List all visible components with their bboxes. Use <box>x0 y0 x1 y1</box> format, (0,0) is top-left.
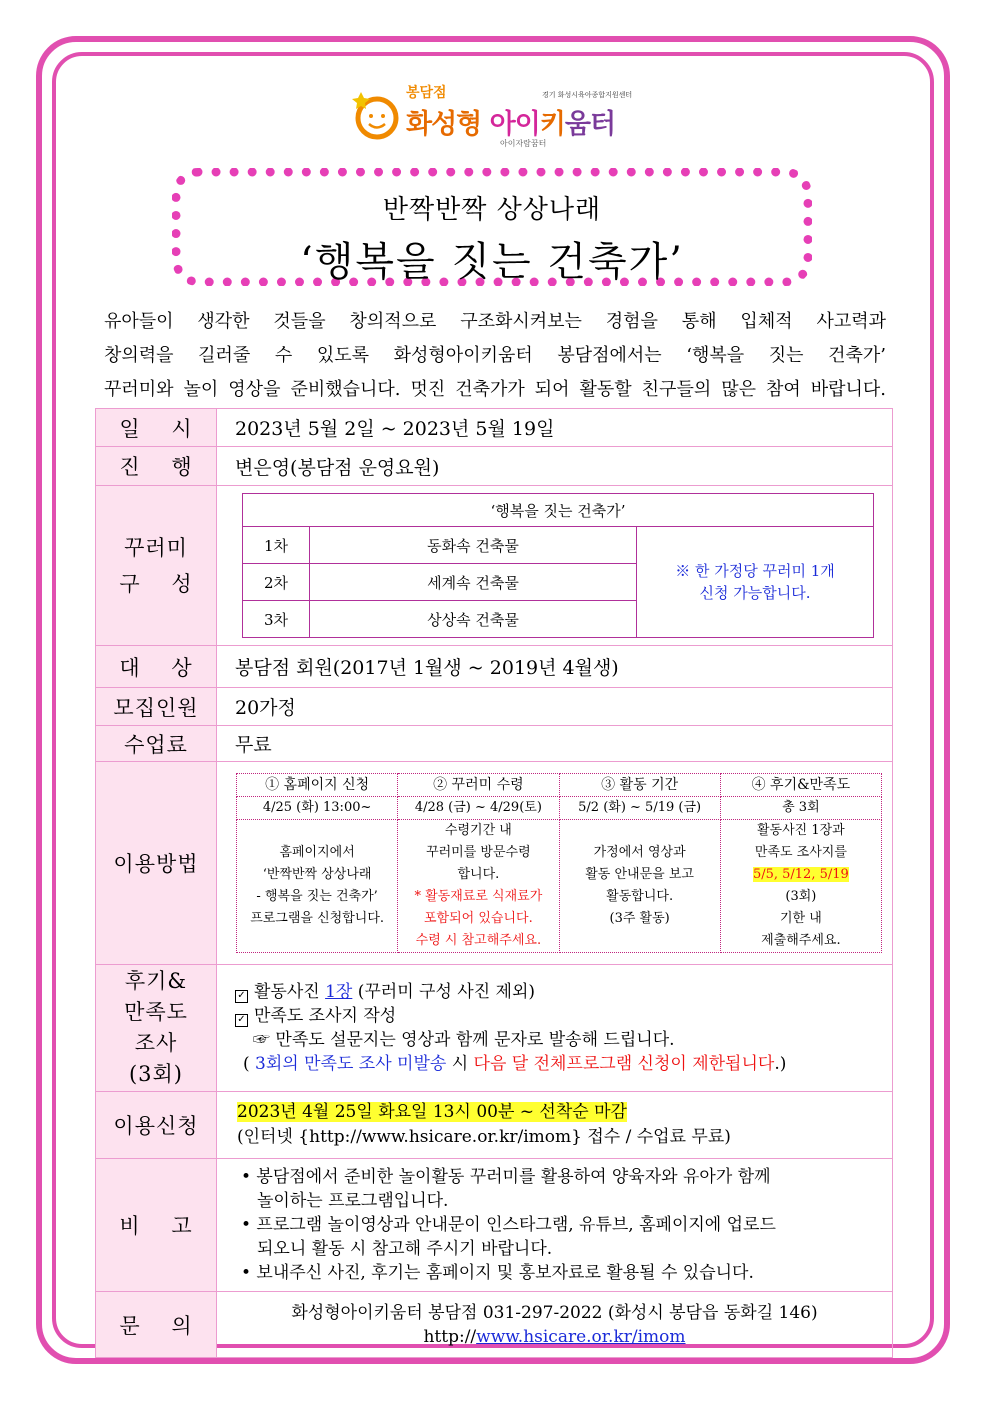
kit-cell <box>217 486 893 646</box>
contact-line2 <box>218 1325 891 1349</box>
step-desc-line: 만족도 조사지를 <box>754 845 847 860</box>
review-text: 활동사진 <box>254 982 326 1002</box>
host-value: 변은영(봉담점 운영요원) <box>217 447 893 486</box>
logo-name <box>406 102 615 141</box>
target-label: 대 상 <box>96 646 217 688</box>
kit-row <box>96 486 893 646</box>
step-date: 총 3회 <box>720 797 881 820</box>
checkbox-icon: ✓ <box>235 1014 248 1027</box>
step-desc-line: (3주 활동) <box>609 911 670 926</box>
kit-note-line2: 신청 가능합니다. <box>699 584 811 602</box>
step-title: ① 홈페이지 신청 <box>237 774 398 797</box>
kit-item: 상상속 건축물 <box>310 601 637 638</box>
note-item: • 봉담점에서 준비한 놀이활동 꾸러미를 활용하여 양육자와 유아가 함께 <box>241 1167 771 1187</box>
step-desc <box>559 820 720 953</box>
checkbox-icon: ✓ <box>235 990 248 1003</box>
kit-round: 1차 <box>243 527 310 564</box>
kit-header: ‘행복을 짓는 건축가’ <box>243 494 874 527</box>
steps-table <box>236 773 882 953</box>
review-line3: ☞ 만족도 설문지는 영상과 함께 문자로 발송해 드립니다. <box>253 1030 675 1050</box>
review-label-line: 만족도 <box>124 1000 188 1024</box>
how-cell <box>217 762 893 965</box>
host-label: 진 행 <box>96 447 217 486</box>
review-label-line: (3회) <box>128 1062 184 1086</box>
target-value: 봉담점 회원(2017년 1월생 ~ 2019년 4월생) <box>217 646 893 688</box>
logo-name-part2: 아이 <box>489 109 540 140</box>
url-prefix: http:// <box>423 1326 477 1347</box>
review-text: (꾸러미 구성 사진 제외) <box>352 982 536 1002</box>
step-desc-line: 홈페이지에서 <box>279 845 355 860</box>
capacity-row <box>96 688 893 726</box>
fee-label: 수업료 <box>96 726 217 762</box>
apply-line2: (인터넷 {http://www.hsicare.or.kr/imom} 접수 / 수업료 무료) <box>237 1127 731 1147</box>
contact-content <box>217 1292 893 1358</box>
review-text: .) <box>774 1054 787 1074</box>
apply-label: 이용신청 <box>96 1092 217 1159</box>
contact-line1: 화성형아이키움터 봉담점 031-297-2022 (화성시 봉담읍 동화길 146) <box>291 1302 818 1323</box>
notes-content <box>217 1159 893 1292</box>
review-text: ( <box>243 1054 256 1074</box>
kit-label-line1: 꾸러미 <box>124 535 188 560</box>
step-title: ② 꾸러미 수령 <box>398 774 559 797</box>
apply-content <box>217 1092 893 1159</box>
logo-subtitle: 아이자람꿈터 <box>500 139 547 148</box>
step-desc-line: 합니다. <box>457 867 500 882</box>
intro-line: 꾸러미와 놀이 영상을 준비했습니다. 멋진 건축가가 되어 활동할 친구들의 많은 참여 바랍니다. <box>104 379 886 400</box>
step-warning: 수령 시 참고해주세요. <box>415 933 542 948</box>
review-line2 <box>235 1004 892 1028</box>
intro-paragraph <box>104 305 886 407</box>
review-line1 <box>235 980 892 1004</box>
fee-value: 무료 <box>217 726 893 762</box>
kit-note-line1: ※ 한 가정당 꾸러미 1개 <box>675 562 835 580</box>
notes-row <box>96 1159 893 1292</box>
step-desc <box>720 820 881 953</box>
logo-name-part1: 화성형 <box>406 109 482 140</box>
logo-name-part4: 움터 <box>564 109 616 140</box>
step-desc-line: 꾸러미를 방문수령 <box>426 845 531 860</box>
capacity-value: 20가정 <box>217 688 893 726</box>
note-item: • 프로그램 놀이영상과 안내문이 인스타그램, 유튜브, 홈페이지에 업로드 <box>241 1215 776 1235</box>
kit-label-line2: 구 성 <box>119 571 193 596</box>
review-warning-red: 다음 달 전체프로그램 신청이 제한됩니다 <box>473 1054 775 1074</box>
step-date: 5/2 (화) ~ 5/19 (금) <box>559 797 720 820</box>
kit-note <box>637 527 874 638</box>
step-desc <box>237 820 398 953</box>
intro-line: 창의력을 길러줄 수 있도록 화성형아이키움터 봉담점에서는 ‘행복을 짓는 건축가’ <box>104 345 886 366</box>
date-row <box>96 409 893 447</box>
review-text: 만족도 조사지 작성 <box>254 1006 397 1026</box>
child-face-icon <box>352 90 402 140</box>
kit-round: 2차 <box>243 564 310 601</box>
apply-line1 <box>237 1100 891 1125</box>
step-desc-line: 활동 안내문을 보고 <box>585 867 694 882</box>
step-deadline <box>723 864 879 886</box>
step-date: 4/25 (화) 13:00~ <box>237 797 398 820</box>
date-label: 일 시 <box>96 409 217 447</box>
note-item: • 보내주신 사진, 후기는 홈페이지 및 홍보자료로 활용될 수 있습니다. <box>241 1263 754 1283</box>
step-desc-line: 프로그램을 신청합니다. <box>250 911 385 926</box>
step-desc-line: 기한 내 <box>779 911 822 926</box>
review-warning-blue: 3회의 만족도 조사 미발송 <box>255 1054 447 1074</box>
review-row <box>96 965 893 1092</box>
step-desc-line: - 행복을 짓는 건축가’ <box>256 889 378 904</box>
note-item-cont: 놀이하는 프로그램입니다. <box>257 1191 449 1211</box>
homepage-link[interactable]: www.hsicare.or.kr/imom <box>476 1326 686 1347</box>
review-photo-count: 1장 <box>325 982 353 1002</box>
note-item-cont: 되오니 활동 시 참고해 주시기 바랍니다. <box>257 1239 553 1259</box>
step-desc-line: (3회) <box>785 889 817 904</box>
review-line4 <box>235 1052 892 1076</box>
how-row <box>96 762 893 965</box>
logo-name-part3: 키 <box>539 109 565 140</box>
contact-row <box>96 1292 893 1358</box>
step-desc-line: ‘반짝반짝 상상나래 <box>262 867 372 882</box>
logo-branch: 봉담점 <box>406 85 447 101</box>
title-main: ‘행복을 짓는 건축가’ <box>300 239 684 285</box>
title-box <box>172 168 812 286</box>
kit-item: 세계속 건축물 <box>310 564 637 601</box>
contact-label: 문 의 <box>96 1292 217 1358</box>
step-desc-line: 가정에서 영상과 <box>593 845 686 860</box>
kit-label <box>96 486 217 646</box>
step-warning: 포함되어 있습니다. <box>424 911 533 926</box>
step-desc-line: 활동사진 1장과 <box>756 823 845 838</box>
deadline-dates: 5/5, 5/12, 5/19 <box>752 867 849 882</box>
info-table <box>95 408 893 1358</box>
step-desc <box>398 820 559 953</box>
kit-item: 동화속 건축물 <box>310 527 637 564</box>
host-row <box>96 447 893 486</box>
step-title: ③ 활동 기간 <box>559 774 720 797</box>
kit-round: 3차 <box>243 601 310 638</box>
review-label-line: 후기& <box>124 969 188 993</box>
kit-table <box>242 493 874 638</box>
target-row <box>96 646 893 688</box>
apply-date: 2023년 4월 25일 화요일 13시 00분 ~ 선착순 마감 <box>237 1102 627 1122</box>
step-warning: * 활동재료로 식재료가 <box>414 889 543 904</box>
notes-label: 비 고 <box>96 1159 217 1292</box>
fee-row <box>96 726 893 762</box>
date-value: 2023년 5월 2일 ~ 2023년 5월 19일 <box>217 409 893 447</box>
review-content <box>217 965 893 1092</box>
logo <box>352 80 642 152</box>
step-desc-line: 수령기간 내 <box>444 823 512 838</box>
logo-org: 경기 화성시육아종합지원센터 <box>542 91 633 99</box>
step-title: ④ 후기&만족도 <box>720 774 881 797</box>
title-sub: 반짝반짝 상상나래 <box>382 195 602 225</box>
capacity-label: 모집인원 <box>96 688 217 726</box>
review-text: 시 <box>446 1054 474 1074</box>
how-label: 이용방법 <box>96 762 217 965</box>
step-date: 4/28 (금) ~ 4/29(토) <box>398 797 559 820</box>
step-desc-line: 활동합니다. <box>606 889 674 904</box>
review-label-line: 조사 <box>134 1031 178 1055</box>
intro-line: 유아들이 생각한 것들을 창의적으로 구조화시켜보는 경험을 통해 입체적 사고력과 <box>104 311 886 332</box>
apply-row <box>96 1092 893 1159</box>
review-label <box>96 965 217 1092</box>
step-desc-line: 제출해주세요. <box>761 933 841 948</box>
